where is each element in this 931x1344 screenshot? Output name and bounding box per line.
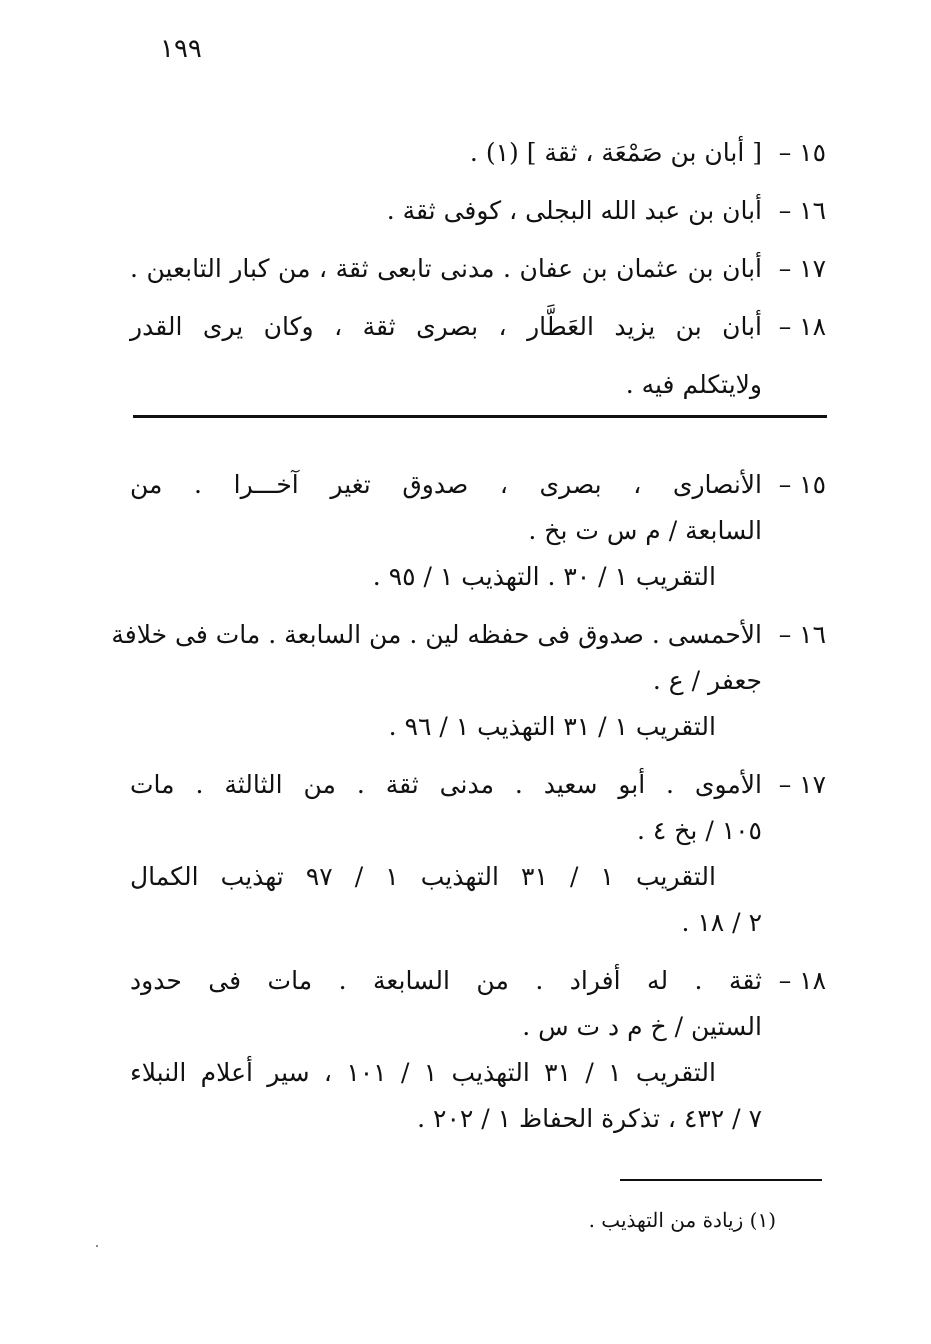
entry-number: ١٧ – bbox=[778, 254, 826, 283]
entry-18 bbox=[130, 298, 826, 414]
note-reference: التقريب ١ / ٣١ التهذيب ١ / ٩٦ . bbox=[388, 712, 716, 741]
entry-text: أبان بن عثمان بن عفان . مدنى تابعى ثقة ، من كبار التابعين . bbox=[130, 254, 762, 283]
note-18 bbox=[130, 958, 826, 1142]
entry-number: ١٨ – bbox=[778, 312, 826, 341]
scan-speck bbox=[96, 1245, 98, 1247]
note-reference: ٢ / ١٨ . bbox=[681, 908, 762, 937]
note-text: الأموى . أبو سعيد . مدنى ثقة . من الثالثة . مات bbox=[130, 770, 762, 799]
notes-section bbox=[111, 462, 826, 1154]
note-reference: التقريب ١ / ٣٠ . التهذيب ١ / ٩٥ . bbox=[372, 562, 716, 591]
note-number: ١٥ – bbox=[778, 470, 826, 499]
note-text: الأحمسى . صدوق فى حفظه لين . من السابعة . مات فى خلافة bbox=[111, 620, 762, 649]
entry-16 bbox=[130, 182, 826, 240]
page-number: ١٩٩ bbox=[160, 34, 202, 64]
note-16 bbox=[111, 612, 826, 750]
note-17 bbox=[130, 762, 826, 946]
note-number: ١٦ – bbox=[778, 620, 826, 649]
note-text: ثقة . له أفراد . من السابعة . مات فى حدود bbox=[130, 966, 762, 995]
footnote: (١) زيادة من التهذيب . bbox=[588, 1208, 776, 1232]
section-divider bbox=[133, 415, 827, 418]
note-number: ١٨ – bbox=[778, 966, 826, 995]
main-entries bbox=[130, 124, 826, 414]
entry-text: [ أبان بن صَمْعَة ، ثقة ] (١) . bbox=[469, 138, 762, 167]
entry-text: أبان بن يزيد العَطَّار ، بصرى ثقة ، وكان يرى القدر bbox=[130, 312, 762, 341]
note-text: السابعة / م س ت بخ . bbox=[528, 516, 762, 545]
entry-text: أبان بن عبد الله البجلى ، كوفى ثقة . bbox=[386, 196, 762, 225]
entry-15 bbox=[130, 124, 826, 182]
entry-number: ١٦ – bbox=[778, 196, 826, 225]
note-text: الأنصارى ، بصرى ، صدوق تغير آخـــرا . من bbox=[130, 470, 762, 499]
note-15 bbox=[130, 462, 826, 600]
entry-text: ولايتكلم فيه . bbox=[625, 370, 762, 399]
note-text: الستين / خ م د ت س . bbox=[522, 1012, 762, 1041]
note-text: ١٠٥ / بخ ٤ . bbox=[637, 816, 762, 845]
note-reference: التقريب ١ / ٣١ التهذيب ١ / ١٠١ ، سير أعلام النبلاء bbox=[130, 1058, 716, 1087]
note-reference: التقريب ١ / ٣١ التهذيب ١ / ٩٧ تهذيب الكمال bbox=[130, 862, 716, 891]
note-text: جعفر / ع . bbox=[652, 666, 762, 695]
note-reference: ٧ / ٤٣٢ ، تذكرة الحفاظ ١ / ٢٠٢ . bbox=[417, 1104, 762, 1133]
entry-number: ١٥ – bbox=[778, 138, 826, 167]
note-number: ١٧ – bbox=[778, 770, 826, 799]
entry-17 bbox=[130, 240, 826, 298]
footnote-divider bbox=[620, 1179, 822, 1181]
